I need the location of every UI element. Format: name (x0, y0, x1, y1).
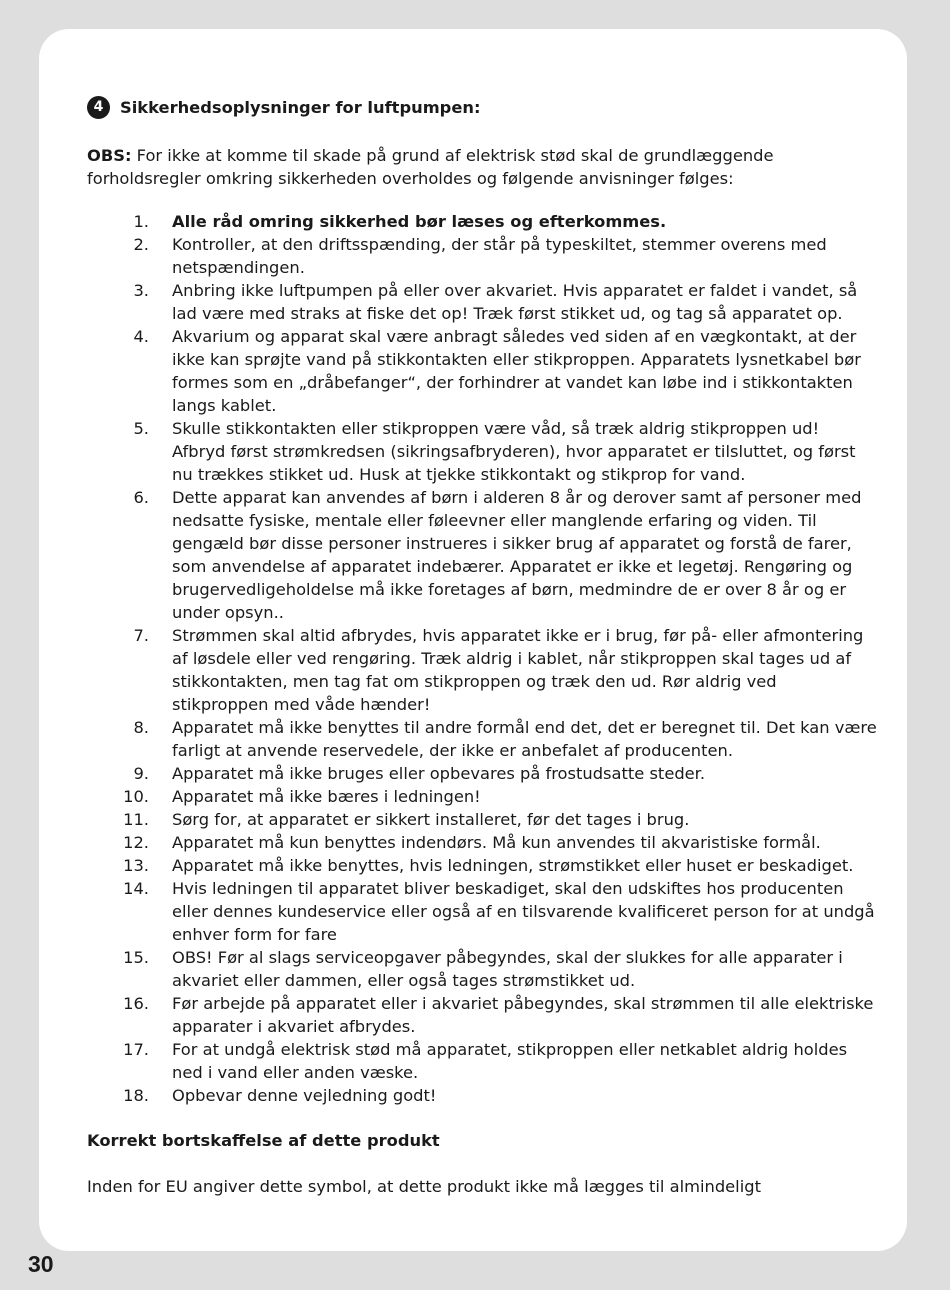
list-item-text: Dette apparat kan anvendes af børn i alderen 8 år og derover samt af personer med nedsatte fysiske, mentale eller føleevner eller manglende erfaring og viden. Til gengæld bør disse personer instrueres i sikker brug af apparatet og forstå de farer, som anvendelse af apparatet indebærer. Apparatet er ikke et legetøj. Rengøring og brugervedligeholdelse må ikke foretages af børn, medmindre de er over 8 år og er under opsyn.. (172, 488, 862, 622)
list-item (87, 854, 877, 877)
list-item (87, 279, 877, 325)
list-item-text: Apparatet må kun benyttes indendørs. Må kun anvendes til akvaristiske formål. (172, 833, 821, 852)
list-item (87, 992, 877, 1038)
list-item-text: Apparatet må ikke bæres i ledningen! (172, 787, 481, 806)
list-item-number: 4. (133, 327, 149, 346)
list-item-text: Før arbejde på apparatet eller i akvariet påbegyndes, skal strømmen til alle elektriske apparater i akvariet afbrydes. (172, 994, 874, 1036)
list-item-text: Hvis ledningen til apparatet bliver beskadiget, skal den udskiftes hos producenten eller dennes kundeservice eller også af en tilsvarende kvalificeret person for at undgå enhver form for fare (172, 879, 875, 944)
list-item (87, 716, 877, 762)
list-item-text: Strømmen skal altid afbrydes, hvis apparatet ikke er i brug, før på- eller afmontering af løsdele eller ved rengøring. Træk aldrig i kablet, når stikproppen skal tages ud af stikkontakten, men tag fat om stikproppen og træk den ud. Rør aldrig ved stikproppen med våde hænder! (172, 626, 864, 714)
list-item-number: 17. (123, 1040, 149, 1059)
list-item (87, 808, 877, 831)
disposal-heading: Korrekt bortskaffelse af dette produkt (87, 1131, 440, 1150)
list-item-number: 7. (133, 626, 149, 645)
intro-label: OBS: (87, 146, 132, 165)
safety-rules-list (87, 210, 877, 1107)
list-item-number: 11. (123, 810, 149, 829)
list-item (87, 1084, 877, 1107)
list-item-text: Apparatet må ikke benyttes, hvis ledningen, strømstikket eller huset er beskadiget. (172, 856, 854, 875)
intro-paragraph (87, 144, 877, 190)
list-item (87, 1038, 877, 1084)
list-item-text: Opbevar denne vejledning godt! (172, 1086, 437, 1105)
list-item (87, 210, 877, 233)
intro-text: For ikke at komme til skade på grund af elektrisk stød skal de grundlæggende forholdsregler omkring sikkerheden overholdes og følgende anvisninger følges: (87, 146, 774, 188)
list-item-number: 1. (133, 212, 149, 231)
list-item-text: Apparatet må ikke benyttes til andre formål end det, det er beregnet til. Det kan være farligt at anvende reservedele, der ikke er anbefalet af producenten. (172, 718, 877, 760)
list-item (87, 325, 877, 417)
list-item (87, 486, 877, 624)
list-item-text: Anbring ikke luftpumpen på eller over akvariet. Hvis apparatet er faldet i vandet, så lad være med straks at fiske det op! Træk først stikket ud, og tag så apparatet op. (172, 281, 858, 323)
list-item (87, 417, 877, 486)
list-item-number: 16. (123, 994, 149, 1013)
list-item (87, 762, 877, 785)
list-item-number: 12. (123, 833, 149, 852)
list-item-text: Sørg for, at apparatet er sikkert installeret, før det tages i brug. (172, 810, 690, 829)
list-item (87, 785, 877, 808)
list-item-number: 3. (133, 281, 149, 300)
list-item-number: 6. (133, 488, 149, 507)
list-item-number: 2. (133, 235, 149, 254)
section-heading (87, 92, 877, 122)
list-item (87, 831, 877, 854)
disposal-paragraph: Inden for EU angiver dette symbol, at dette produkt ikke må lægges til almindeligt (87, 1177, 761, 1196)
list-item-number: 5. (133, 419, 149, 438)
list-item-text: Skulle stikkontakten eller stikproppen være våd, så træk aldrig stikproppen ud! Afbryd først strømkredsen (sikringsafbryderen), hvor apparatet er tilsluttet, og først nu trækkes stikket ud. Husk at tjekke stikkontakt og stikprop for vand. (172, 419, 856, 484)
list-item-number: 10. (123, 787, 149, 806)
list-item-number: 14. (123, 879, 149, 898)
list-item (87, 624, 877, 716)
list-item-number: 13. (123, 856, 149, 875)
page-content (87, 92, 877, 1198)
list-item-text: For at undgå elektrisk stød må apparatet, stikproppen eller netkablet aldrig holdes ned i vand eller anden væske. (172, 1040, 848, 1082)
section-title: Sikkerhedsoplysninger for luftpumpen: (120, 97, 481, 117)
list-item-text: OBS! Før al slags serviceopgaver påbegyndes, skal der slukkes for alle apparater i akvariet eller dammen, eller også tages strømstikket ud. (172, 948, 843, 990)
list-item-text: Akvarium og apparat skal være anbragt således ved siden af en vægkontakt, at der ikke kan sprøjte vand på stikkontakten eller stikproppen. Apparatets lysnetkabel bør formes som en „dråbefanger“, der forhindrer at vandet kan løbe ind i stikkontakten langs kablet. (172, 327, 861, 415)
list-item-number: 8. (133, 718, 149, 737)
list-item (87, 877, 877, 946)
list-item-text: Alle råd omring sikkerhed bør læses og efterkommes. (172, 212, 667, 231)
list-item-number: 9. (133, 764, 149, 783)
page-number: 30 (28, 1251, 54, 1277)
list-item-number: 15. (123, 948, 149, 967)
list-item-text: Kontroller, at den driftsspænding, der står på typeskiltet, stemmer overens med netspændingen. (172, 235, 827, 277)
list-item-number: 18. (123, 1086, 149, 1105)
list-item-text: Apparatet må ikke bruges eller opbevares på frostudsatte steder. (172, 764, 706, 783)
list-item (87, 946, 877, 992)
section-number-badge: 4 (87, 96, 110, 119)
list-item (87, 233, 877, 279)
